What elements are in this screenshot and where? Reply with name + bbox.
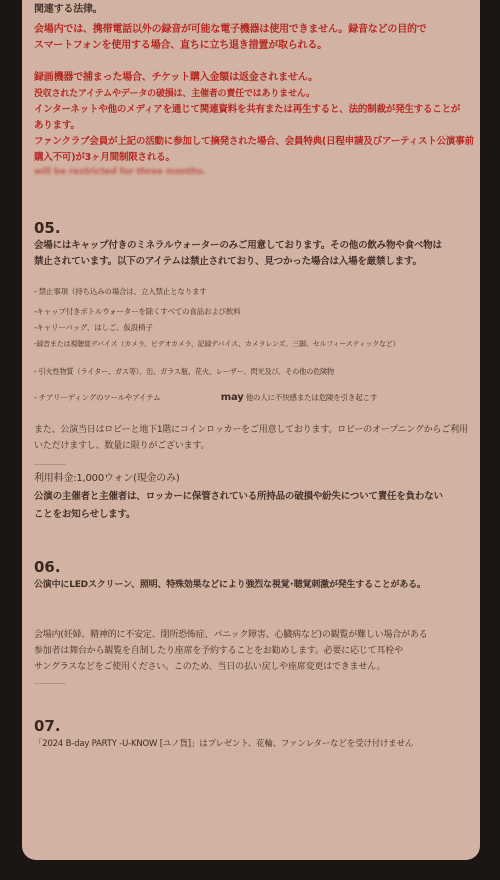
locker-info: また、公演当日はロビーと地下1階にコインロッカーをご用意しております。ロビーのオープニングからご利用 — [34, 425, 468, 435]
may-text: may — [220, 392, 244, 403]
notice-content — [34, 2, 474, 752]
health-advice: 会場内(妊婦、精神的に不安定、閉所恐怖症、パニック障害、心臓病など)の観覧が難しい場合がある — [34, 630, 428, 640]
fanclub-warning-line: ファンクラブ会員が上記の活動に参加して摘発された場合、会員特典(日程申請及びアーティスト公演事前 — [34, 136, 474, 147]
liability-line: 没収されたアイテムやデータの破損は、主催者の責任ではありません。 — [34, 89, 315, 99]
health-advice: 参加者は舞台から観覧を自制したり座席を予約することをお勧めします。必要に応じて耳栓や — [34, 646, 403, 656]
prohibited-list-item: -キャップ付きボトルウォーターを除くすべての食品および飲料 — [34, 307, 241, 316]
divider — [34, 683, 66, 684]
fanclub-warning-line-cont: 購入不可)が3ヶ月間制限される。 — [34, 152, 175, 163]
locker-fee: 利用料金:1,000ウォン(現金のみ) — [34, 473, 180, 484]
prohibited-list-item — [34, 392, 474, 404]
legal-sanction-line-cont: あります。 — [34, 120, 80, 131]
notice-card — [22, 0, 480, 860]
recording-warning-line: 会場内では、携帯電話以外の録音が可能な電子機器は使用できません。録音などの目的で — [34, 24, 427, 35]
health-advice: サングラスなどをご使用ください。このため、当日の払い戻しや座席変更はできません。 — [34, 662, 386, 672]
gift-policy: 「2024 B-day PARTY -U-KNOW [ユノ貨]」はプレゼント、花輪、ファンレターなどを受け付けません — [34, 739, 414, 749]
legal-line: 関連する法律。 — [34, 4, 103, 15]
section-05-intro: 会場にはキャップ付きのミネラルウォーターのみご用意しております。その他の飲み物や食べ物は — [34, 240, 442, 251]
recording-warning-line: スマートフォンを使用する場合、直ちに立ち退き措置が取られる。 — [34, 40, 327, 51]
discomfort-text: 他の人に不快感または危険を引き起こす — [245, 393, 378, 402]
prohibited-list-item: -キャリーバッグ、はしご、仮設椅子 — [34, 323, 153, 332]
locker-info: いただけますし、数量に限りがございます。 — [34, 441, 210, 451]
cheer-tools-text: - チアリーディングのツールやアイテム — [34, 393, 161, 402]
prohibited-list-item: -録音または視聴覚デバイス（カメラ、ビデオカメラ、記録デバイス、カメラレンズ、三脚、セルフィースティックなど） — [34, 340, 400, 348]
legal-sanction-line: インターネットや他のメディアを通じて関連資料を共有または再生すると、法的制裁が発生することが — [34, 104, 461, 115]
prohibited-list-item: - 禁止事項（持ち込みの場合は、立入禁止となります — [34, 287, 207, 296]
stimulus-warning: 公演中にLEDスクリーン、照明、特殊効果などにより強烈な視覚･聴覚刺激が発生することがある。 — [34, 580, 426, 590]
refund-warning-line: 録画機器で捕まった場合、チケット購入金額は返金されません。 — [34, 72, 318, 83]
section-05-heading: 05. — [34, 219, 61, 237]
ghost-english-line: will be restricted for three months. — [34, 167, 206, 177]
locker-disclaimer: ことをお知らせします。 — [34, 509, 136, 520]
section-07-heading: 07. — [34, 717, 61, 735]
section-05-intro: 禁止されています。以下のアイテムは禁止されており、見つかった場合は入場を厳禁します。 — [34, 256, 422, 267]
section-06-heading: 06. — [34, 558, 61, 576]
prohibited-list-item: - 引火性物質（ライター、ガス等）、缶、ガラス瓶、花火、レーザー、閃光及び、その他の危険物 — [34, 367, 335, 376]
locker-disclaimer: 公演の主催者と主催者は、ロッカーに保管されている所持品の破損や紛失について責任を負わない — [34, 491, 443, 502]
divider — [34, 464, 66, 465]
